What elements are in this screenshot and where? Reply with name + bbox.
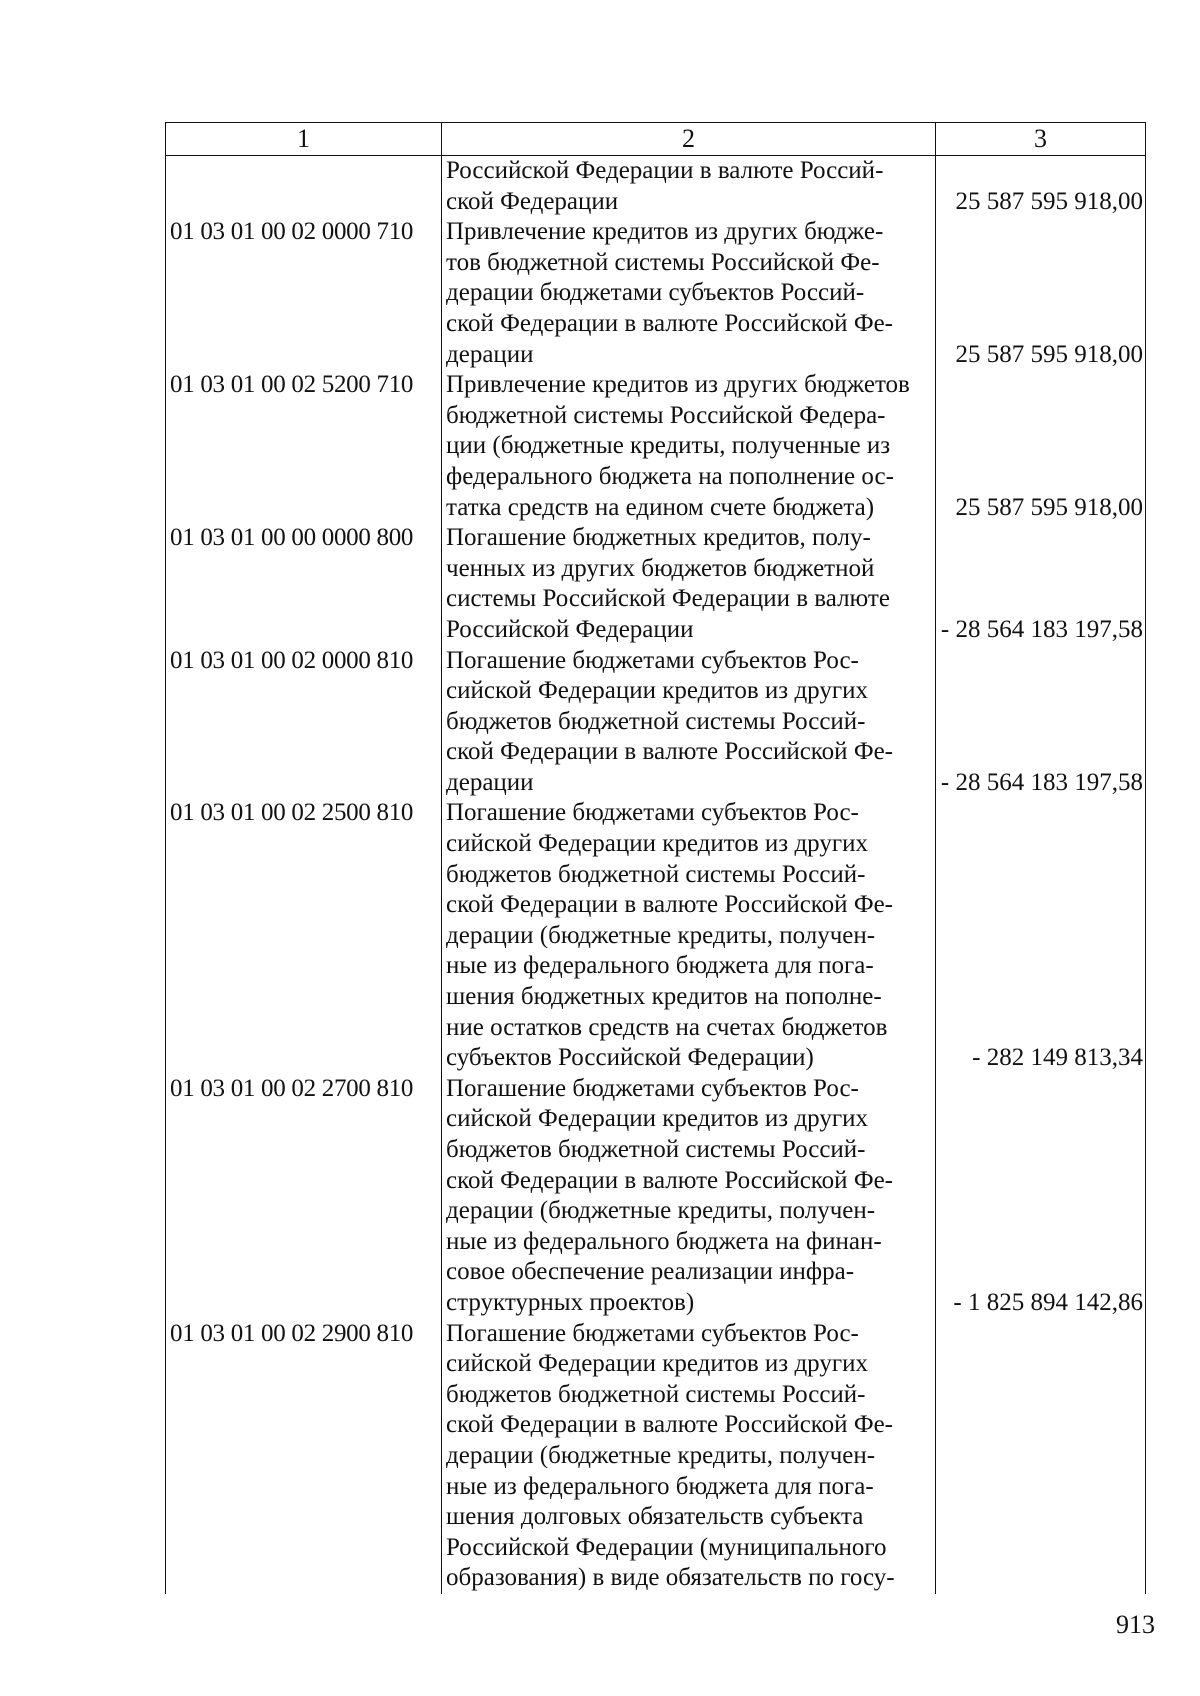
- budget-code-cell: 01 03 01 00 02 0000 810: [166, 646, 442, 799]
- column-header-1: 1: [166, 123, 442, 156]
- description-cell: Погашение бюджетами субъектов Рос- сийской Федерации кредитов из других бюджетов бюджетной системы Россий- ской Федерации в валюте Российской Фе- дерации (бюджетные кредиты, получен- ные из федерального бюджета для пога- шения бюджетных кредитов на пополне- ние остатков средств на счетах бюджетов субъектов Российской Федерации): [442, 798, 936, 1073]
- amount-cell: - 28 564 183 197,58: [936, 523, 1146, 645]
- table-row: [166, 798, 1146, 1073]
- table-row: [166, 217, 1146, 370]
- table-body: [166, 156, 1146, 1594]
- budget-code-cell: 01 03 01 00 02 2500 810: [166, 798, 442, 1073]
- table-row: [166, 646, 1146, 799]
- amount-cell: - 282 149 813,34: [936, 798, 1146, 1073]
- description-cell: Погашение бюджетных кредитов, полу- ченных из других бюджетов бюджетной системы Российской Федерации в валюте Российской Федерации: [442, 523, 936, 645]
- budget-sources-table: [165, 122, 1146, 1594]
- column-header-3: 3: [936, 123, 1146, 156]
- table-row: [166, 156, 1146, 218]
- column-header-2: 2: [442, 123, 936, 156]
- page-number: 913: [1116, 1610, 1155, 1639]
- description-cell: Привлечение кредитов из других бюджетов бюджетной системы Российской Федера- ции (бюджетные кредиты, полученные из федерального бюджета на пополнение ос- татка средств на едином счете бюджета): [442, 370, 936, 523]
- amount-cell: 25 587 595 918,00: [936, 156, 1146, 218]
- budget-code-cell: 01 03 01 00 02 2700 810: [166, 1074, 442, 1319]
- description-cell: Погашение бюджетами субъектов Рос- сийской Федерации кредитов из других бюджетов бюджетной системы Россий- ской Федерации в валюте Российской Фе- дерации: [442, 646, 936, 799]
- budget-code-cell: 01 03 01 00 00 0000 800: [166, 523, 442, 645]
- table-row: [166, 1319, 1146, 1594]
- table-row: [166, 1074, 1146, 1319]
- amount-cell: - 28 564 183 197,58: [936, 646, 1146, 799]
- description-cell: Российской Федерации в валюте Россий- ской Федерации: [442, 156, 936, 218]
- table-header-row: [166, 123, 1146, 156]
- amount-cell: - 1 825 894 142,86: [936, 1074, 1146, 1319]
- amount-cell: [936, 1319, 1146, 1594]
- description-cell: Погашение бюджетами субъектов Рос- сийской Федерации кредитов из других бюджетов бюджетной системы Россий- ской Федерации в валюте Российской Фе- дерации (бюджетные кредиты, получен- ные из федерального бюджета на финан- совое обеспечение реализации инфра- структурных проектов): [442, 1074, 936, 1319]
- budget-code-cell: [166, 156, 442, 218]
- amount-cell: 25 587 595 918,00: [936, 217, 1146, 370]
- table-row: [166, 523, 1146, 645]
- description-cell: Погашение бюджетами субъектов Рос- сийской Федерации кредитов из других бюджетов бюджетной системы Россий- ской Федерации в валюте Российской Фе- дерации (бюджетные кредиты, получен- ные из федерального бюджета для пога- шения долговых обязательств субъекта Российской Федерации (муниципального образования) в виде обязательств по госу-: [442, 1319, 936, 1594]
- budget-code-cell: 01 03 01 00 02 5200 710: [166, 370, 442, 523]
- description-cell: Привлечение кредитов из других бюдже- тов бюджетной системы Российской Фе- дерации бюджетами субъектов Россий- ской Федерации в валюте Российской Фе- дерации: [442, 217, 936, 370]
- budget-code-cell: 01 03 01 00 02 0000 710: [166, 217, 442, 370]
- amount-cell: 25 587 595 918,00: [936, 370, 1146, 523]
- table-row: [166, 370, 1146, 523]
- budget-code-cell: 01 03 01 00 02 2900 810: [166, 1319, 442, 1594]
